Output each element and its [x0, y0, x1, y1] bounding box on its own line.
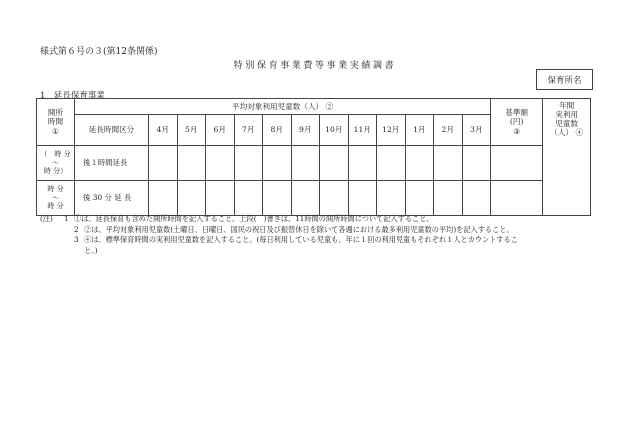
- annual-children-label-1: 年間: [559, 101, 575, 110]
- month-header: 12月: [377, 115, 406, 146]
- month-header: 4月: [149, 115, 178, 146]
- month-header: 10月: [320, 115, 349, 146]
- annual-children-label-4: （人） ④: [550, 128, 584, 138]
- month-header: 5月: [177, 115, 206, 146]
- month-header: 7月: [234, 115, 263, 146]
- note-number: 2: [74, 224, 79, 234]
- month-header: 8月: [263, 115, 292, 146]
- section-heading: 1 延長保育事業: [40, 91, 105, 101]
- category-header: 延長時間区分: [75, 115, 149, 146]
- month-header: 3月: [462, 115, 491, 146]
- month-value-cell[interactable]: [177, 181, 206, 216]
- hours-start: （ 時 分: [40, 149, 71, 158]
- month-value-cell[interactable]: [149, 181, 178, 216]
- table-row: [37, 181, 591, 216]
- month-value-cell[interactable]: [348, 181, 377, 216]
- note-number: 1: [64, 214, 69, 223]
- annual-children-label-3: 児童数: [555, 119, 579, 129]
- month-header: 2月: [434, 115, 463, 146]
- month-value-cell[interactable]: [377, 146, 406, 181]
- base-amount-cell[interactable]: [491, 181, 543, 216]
- month-value-cell[interactable]: [291, 181, 320, 216]
- month-value-cell[interactable]: [320, 146, 349, 181]
- category-cell: 後１時間延長: [75, 146, 149, 181]
- note-number: 3: [74, 235, 79, 244]
- month-value-cell[interactable]: [177, 146, 206, 181]
- office-name-label: 保育所名: [547, 75, 582, 86]
- avg-children-header: 平均対象利用児童数（人） ②: [75, 99, 491, 115]
- month-value-cell[interactable]: [405, 146, 434, 181]
- month-value-cell[interactable]: [405, 181, 434, 216]
- month-value-cell[interactable]: [206, 146, 235, 181]
- month-value-cell[interactable]: [263, 181, 292, 216]
- note-continuation: と。): [84, 245, 98, 255]
- annual-children-label-2: 実利用: [555, 110, 579, 120]
- annual-children-header: [543, 99, 591, 216]
- note-item: [40, 225, 518, 236]
- form-number: 様式第６号の３(第12条関係): [40, 47, 158, 57]
- month-value-cell[interactable]: [263, 146, 292, 181]
- table-row: [37, 146, 591, 181]
- opening-hours-marker: ①: [52, 126, 59, 136]
- opening-hours-cell[interactable]: [37, 181, 75, 216]
- hours-end: 時 分）: [43, 167, 68, 176]
- document-title: 特別保育事業費等事業実績調書: [233, 61, 397, 71]
- month-header: 11月: [348, 115, 377, 146]
- month-value-cell[interactable]: [434, 146, 463, 181]
- month-value-cell[interactable]: [234, 146, 263, 181]
- note-item: [40, 214, 518, 225]
- base-amount-cell[interactable]: [491, 146, 543, 181]
- opening-hours-cell[interactable]: [37, 146, 75, 181]
- opening-hours-header: [37, 99, 75, 146]
- month-header: 1月: [405, 115, 434, 146]
- hours-tilde: ～: [52, 193, 59, 202]
- opening-hours-label-2: 時間: [47, 117, 64, 127]
- note-item: [40, 235, 518, 246]
- hours-tilde: ～: [52, 158, 59, 167]
- base-amount-unit: (円): [509, 117, 524, 127]
- office-name-box[interactable]: [536, 69, 593, 90]
- month-value-cell[interactable]: [348, 146, 377, 181]
- month-value-cell[interactable]: [462, 146, 491, 181]
- base-amount-header: [491, 99, 543, 146]
- base-amount-label: 基準額: [505, 108, 529, 118]
- month-value-cell[interactable]: [462, 181, 491, 216]
- month-header: 9月: [291, 115, 320, 146]
- month-value-cell[interactable]: [377, 181, 406, 216]
- base-amount-marker: ③: [513, 126, 521, 136]
- category-cell: 後 30 分 延 長: [75, 181, 149, 216]
- notes-prefix: (注): [40, 214, 53, 223]
- note-text: ④は、標準保育時間の実利用児童数を記入すること。(毎日利用している児童も、年に１回の利用児童もそれぞれ１人とカウントするこ: [84, 235, 518, 244]
- month-value-cell[interactable]: [234, 181, 263, 216]
- month-value-cell[interactable]: [434, 181, 463, 216]
- extended-care-table: [36, 98, 591, 216]
- hours-end: 時 分: [47, 202, 64, 211]
- notes-block: [40, 214, 518, 256]
- hours-start: 時 分: [47, 184, 64, 193]
- month-value-cell[interactable]: [320, 181, 349, 216]
- note-text: ①は、延長保育も含めた開所時間を記入すること。上段( )書きは、11時間の開所時間について記入すること。: [74, 214, 434, 223]
- month-value-cell[interactable]: [149, 146, 178, 181]
- month-value-cell[interactable]: [291, 146, 320, 181]
- note-text: ②は、平均対象利用児童数(土曜日、日曜日、国民の祝日及び振替休日を除いて各週における最多利用児童数の平均)を記入すること。: [84, 224, 514, 234]
- month-value-cell[interactable]: [206, 181, 235, 216]
- opening-hours-label-1: 開所: [47, 108, 64, 118]
- month-header: 6月: [206, 115, 235, 146]
